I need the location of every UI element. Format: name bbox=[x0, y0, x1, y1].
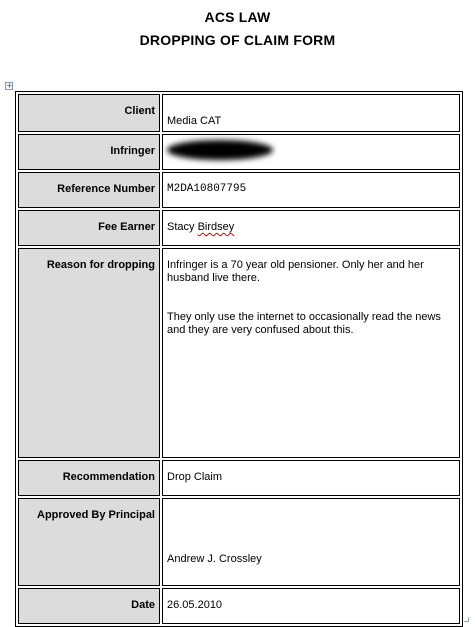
recommendation-label: Recommendation bbox=[18, 460, 160, 496]
date-value: 26.05.2010 bbox=[162, 588, 460, 624]
infringer-value bbox=[162, 134, 460, 170]
date-label: Date bbox=[18, 588, 160, 624]
redaction-mark bbox=[167, 140, 273, 160]
client-label: Client bbox=[18, 94, 160, 132]
recommendation-value: Drop Claim bbox=[162, 460, 460, 496]
row-reason bbox=[18, 248, 460, 458]
claim-form-table bbox=[15, 91, 463, 627]
row-date bbox=[18, 588, 460, 624]
table-move-handle-icon[interactable]: + bbox=[6, 81, 13, 90]
row-approved bbox=[18, 498, 460, 586]
approved-value-cell bbox=[162, 498, 460, 586]
document-subtitle: DROPPING OF CLAIM FORM bbox=[139, 32, 336, 48]
reason-paragraph: They only use the internet to occasionally read the news and they are very confused about this. bbox=[167, 311, 441, 336]
fee-earner-label: Fee Earner bbox=[18, 210, 160, 246]
row-client bbox=[18, 94, 460, 132]
fee-earner-value bbox=[162, 210, 460, 246]
approved-value: Andrew J. Crossley bbox=[167, 553, 262, 565]
row-reference bbox=[18, 172, 460, 208]
client-value: Media CAT bbox=[162, 94, 460, 132]
infringer-label: Infringer bbox=[18, 134, 160, 170]
row-infringer bbox=[18, 134, 460, 170]
reason-label: Reason for dropping bbox=[18, 248, 160, 458]
fee-earner-first-name: Stacy bbox=[167, 221, 195, 233]
table-resize-handle-icon[interactable] bbox=[464, 617, 469, 622]
row-recommendation bbox=[18, 460, 460, 496]
reference-label: Reference Number bbox=[18, 172, 160, 208]
reason-value bbox=[162, 248, 460, 458]
document-title: ACS LAW bbox=[204, 9, 271, 25]
reason-paragraph: Infringer is a 70 year old pensioner. Only her and her husband live there. bbox=[167, 259, 424, 284]
approved-label: Approved By Principal bbox=[18, 498, 160, 586]
fee-earner-last-name: Birdsey bbox=[197, 221, 235, 233]
reference-value: M2DA10807795 bbox=[162, 172, 460, 208]
row-fee-earner bbox=[18, 210, 460, 246]
